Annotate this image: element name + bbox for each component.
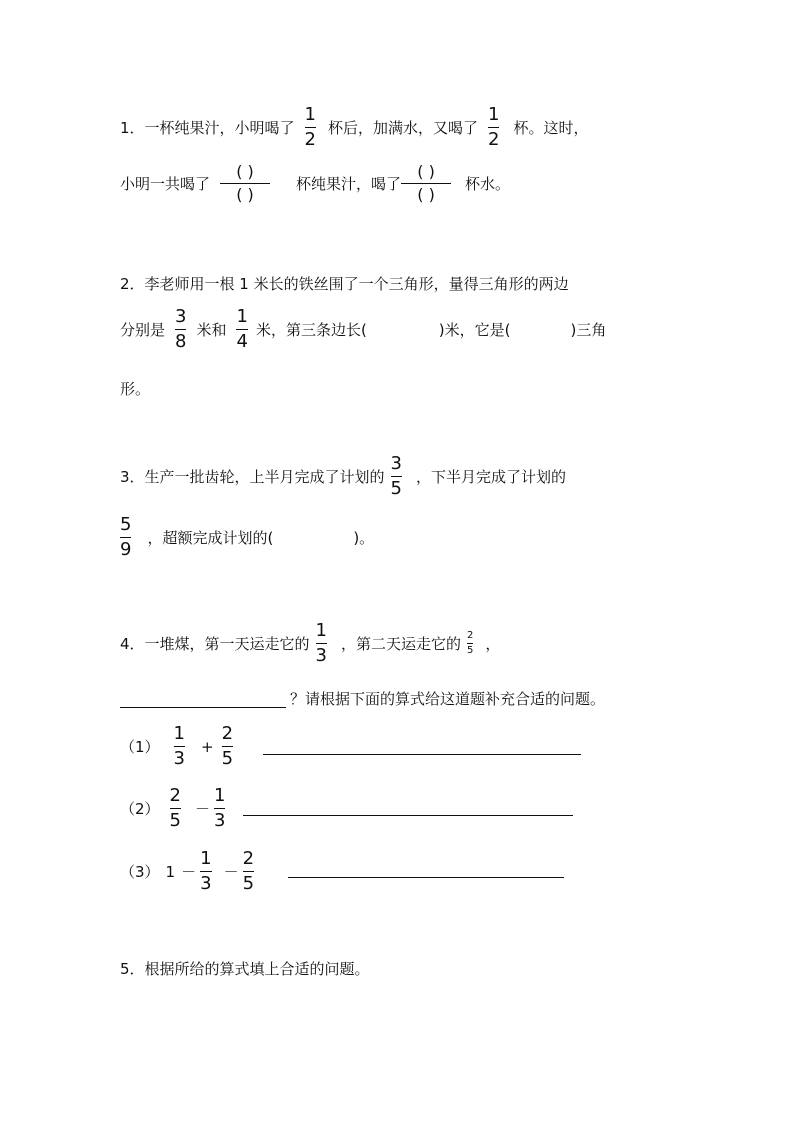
- q2-line3: [120, 378, 150, 399]
- denominator: 5: [169, 810, 181, 831]
- q4-fraction-1-denominator: 3: [315, 645, 327, 666]
- q4-text-d: ？请根据下面的算式给这道题补充合适的问题。: [290, 690, 606, 708]
- q2-text-d: 米，第三条边长(: [255, 321, 367, 339]
- numerator: 2: [221, 723, 234, 744]
- q4-sub3-fraction-1: [200, 850, 211, 893]
- q4-sub2-fraction-2: [214, 787, 225, 830]
- q4-sub2-label: （2）: [120, 800, 160, 818]
- q4-sub2-answer-line[interactable]: [243, 814, 573, 816]
- q1-fraction-2: [488, 106, 499, 149]
- q3-text-a: 3．生产一批齿轮，上半月完成了计划的: [120, 468, 385, 486]
- numerator: 2: [242, 848, 255, 869]
- q4-sub3-one: 1: [165, 862, 176, 881]
- blank-denominator: ( ): [417, 185, 435, 204]
- q2-fraction-2: [236, 308, 247, 351]
- q4-text-b: ，第二天运走它的: [341, 635, 462, 653]
- q4-sub3: [120, 850, 564, 893]
- numerator: 2: [169, 785, 181, 806]
- q1-fraction-1-numerator: 1: [304, 104, 316, 125]
- q1-blank-fraction-1[interactable]: [220, 164, 270, 203]
- q2-fraction-2-numerator: 1: [236, 306, 248, 327]
- denominator: 5: [221, 748, 234, 769]
- q3-fraction-1-denominator: 5: [390, 478, 402, 499]
- q4-sub3-operator-2: －: [223, 863, 239, 881]
- q4-fraction-2: [467, 631, 473, 656]
- numerator: 1: [214, 785, 226, 806]
- q4-fraction-2-denominator: 5: [467, 645, 474, 656]
- q1-line2: [120, 164, 510, 203]
- q2-text-a: 2．李老师用一根 1 米长的铁丝围了一个三角形，量得三角形的两边: [120, 275, 569, 293]
- q3-fraction-1-numerator: 3: [390, 453, 402, 474]
- q4-fraction-2-numerator: 2: [467, 630, 474, 641]
- q4-fraction-1-numerator: 1: [315, 620, 327, 641]
- q2-fraction-1: [175, 308, 186, 351]
- blank-numerator: ( ): [417, 162, 435, 181]
- q3-fraction-2-numerator: 5: [120, 514, 132, 535]
- denominator: 5: [242, 873, 255, 894]
- q2-fraction-1-numerator: 3: [175, 306, 187, 327]
- q2-text-b: 分别是: [120, 321, 166, 339]
- blank-numerator: ( ): [236, 162, 254, 181]
- q1-fraction-1-denominator: 2: [304, 129, 316, 150]
- q2-text-g: 形。: [120, 380, 151, 398]
- q4-sub1-answer-line[interactable]: [263, 753, 581, 755]
- q2-line1: [120, 273, 569, 294]
- q4-sub2: [120, 787, 573, 830]
- q3-line1: [120, 455, 566, 498]
- denominator: 3: [214, 810, 226, 831]
- q4-sub1-fraction-2: [222, 725, 233, 768]
- q1-fraction-2-denominator: 2: [488, 129, 500, 150]
- denominator: 3: [173, 748, 185, 769]
- q1-text-d: 小明一共喝了: [120, 175, 211, 193]
- q3-text-d: )。: [353, 529, 375, 547]
- q1-text-e: 杯纯果汁，喝了: [296, 175, 402, 193]
- q2-line2: [120, 308, 606, 351]
- q4-sub3-operator-1: －: [181, 863, 197, 881]
- denominator: 3: [200, 873, 212, 894]
- q5-text: 5．根据所给的算式填上合适的问题。: [120, 960, 370, 978]
- q4-line1: [120, 622, 500, 665]
- q3-text-b: ，下半月完成了计划的: [416, 468, 567, 486]
- q4-line2: [120, 688, 605, 709]
- q4-sub1-operator: +: [201, 737, 214, 756]
- q4-sub3-answer-line[interactable]: [288, 876, 564, 878]
- q4-text-c: ，: [485, 635, 501, 653]
- q4-sub3-fraction-2: [243, 850, 254, 893]
- q4-answer-blank[interactable]: [120, 690, 286, 708]
- numerator: 1: [200, 848, 212, 869]
- q4-sub3-label: （3）: [120, 863, 160, 881]
- q1-blank-fraction-2[interactable]: [401, 164, 451, 203]
- q1-text-c: 杯。这时，: [513, 119, 589, 137]
- q1-text-f: 杯水。: [465, 175, 511, 193]
- q3-fraction-2: [120, 516, 131, 559]
- q1-text-a: 1．一杯纯果汁，小明喝了: [120, 119, 295, 137]
- q2-fraction-2-denominator: 4: [236, 331, 248, 352]
- q4-sub1: [120, 725, 581, 768]
- q2-text-f: )三角: [570, 321, 607, 339]
- q3-fraction-1: [391, 455, 402, 498]
- q5-line1: [120, 958, 370, 979]
- q3-fraction-2-denominator: 9: [120, 539, 132, 560]
- q4-sub2-operator: －: [195, 800, 211, 818]
- q4-sub2-fraction-1: [170, 787, 181, 830]
- q2-text-e: )米，它是(: [438, 321, 511, 339]
- q4-sub1-fraction-1: [174, 725, 185, 768]
- q1-text-b: 杯后，加满水，又喝了: [328, 119, 479, 137]
- numerator: 1: [173, 723, 185, 744]
- q4-sub1-label: （1）: [120, 738, 160, 756]
- q1-line1: [120, 106, 588, 149]
- q3-text-c: ，超额完成计划的(: [147, 529, 274, 547]
- q4-fraction-1: [316, 622, 327, 665]
- q1-fraction-1: [305, 106, 316, 149]
- q2-fraction-1-denominator: 8: [175, 331, 187, 352]
- q1-fraction-2-numerator: 1: [488, 104, 500, 125]
- q4-text-a: 4．一堆煤，第一天运走它的: [120, 635, 310, 653]
- blank-denominator: ( ): [236, 185, 254, 204]
- q2-text-c: 米和: [196, 321, 227, 339]
- q3-line2: [120, 516, 374, 559]
